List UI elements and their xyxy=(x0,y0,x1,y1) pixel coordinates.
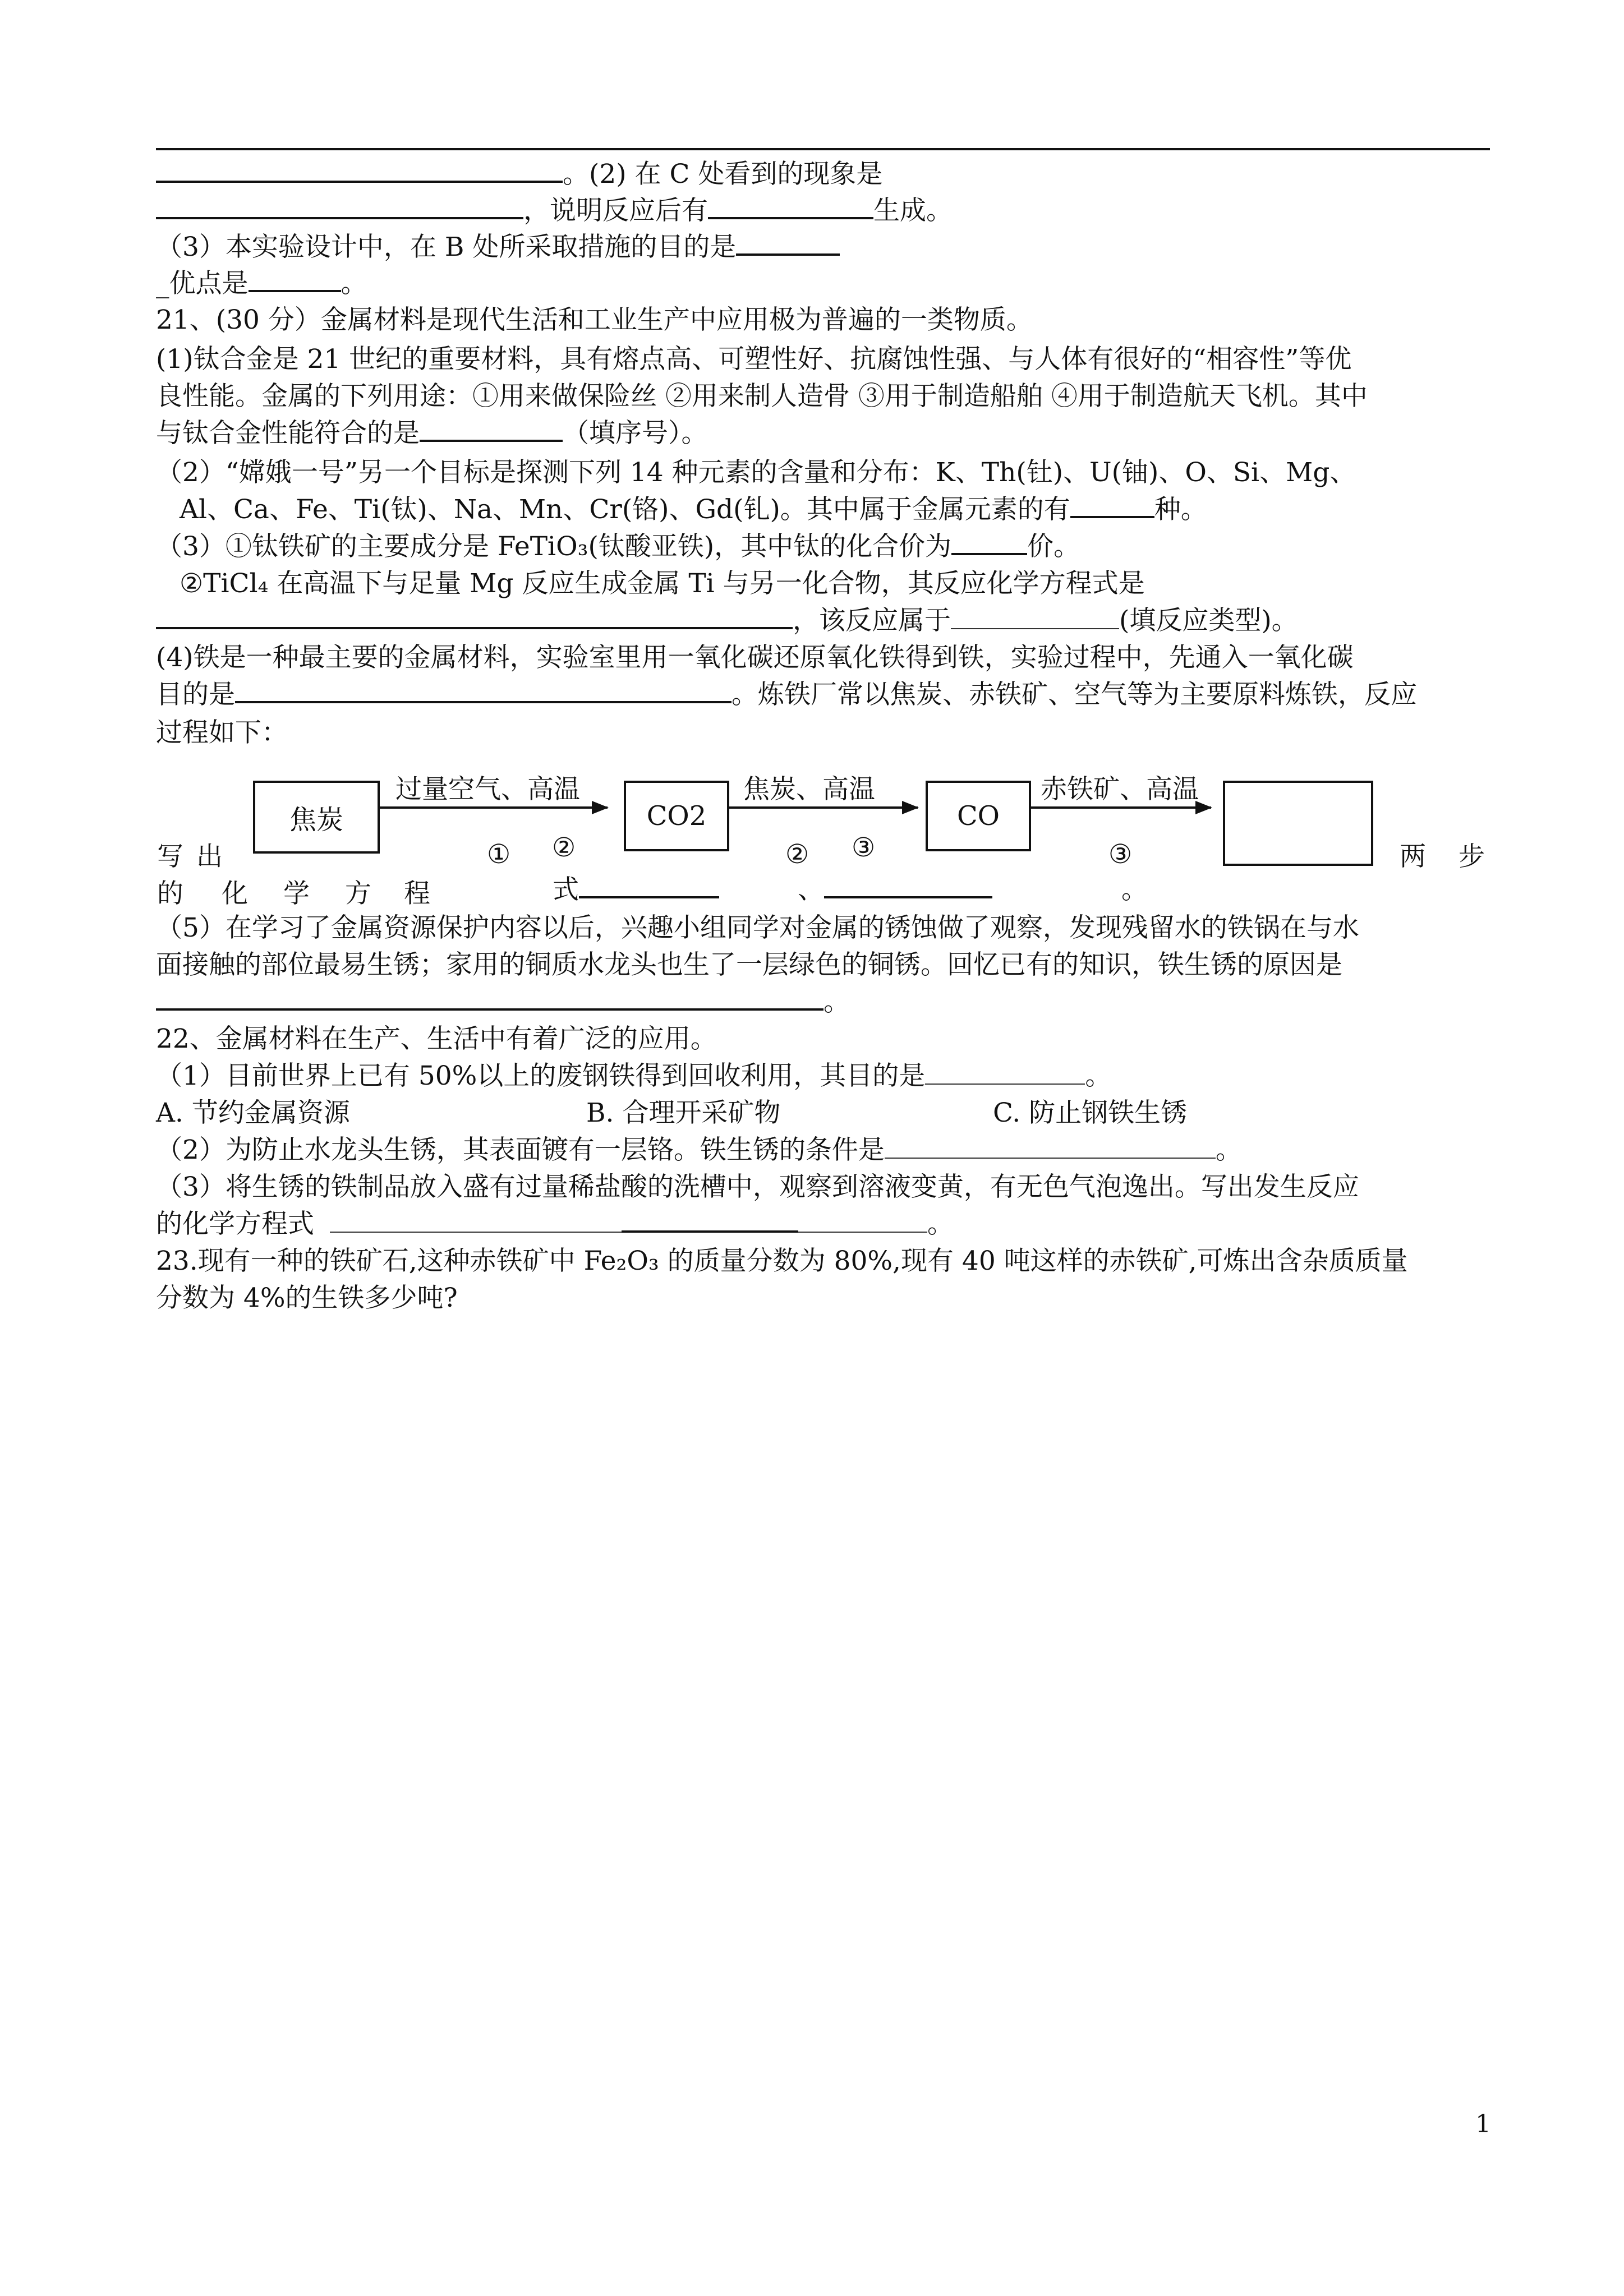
q21-4-line-a: (4)铁是一种最主要的金属材料，实验室里用一氧化碳还原氧化铁得到铁，实验过程中，先通入一氧化碳 xyxy=(156,642,1354,673)
mark-3: ② xyxy=(785,839,809,870)
eq-char-3: 学 xyxy=(283,878,310,909)
blank[interactable] xyxy=(885,1135,1216,1159)
arrow-3-label: 赤铁矿、高温 xyxy=(1041,774,1199,805)
text: （1）目前世界上已有 50%以上的废钢铁得到回收利用，其目的是 xyxy=(156,1061,926,1091)
eq-char-4: 方 xyxy=(345,878,371,909)
blank[interactable] xyxy=(798,1209,927,1233)
text: 目的是 xyxy=(156,679,235,710)
blank[interactable] xyxy=(708,195,873,219)
blank[interactable] xyxy=(1070,494,1154,518)
text: 、 xyxy=(798,874,824,905)
text: 生成。 xyxy=(873,195,953,226)
box-co2: CO2 xyxy=(624,781,729,851)
q22-3-line-b xyxy=(156,1207,954,1242)
q21-5-line-a: （5）在学习了金属资源保护内容以后，兴趣小组同学对金属的锈蚀做了观察，发现残留水的铁锅在与水 xyxy=(156,912,1359,943)
line-1 xyxy=(156,157,882,192)
text: 式 xyxy=(553,874,579,905)
text: 。 xyxy=(1215,1135,1242,1165)
eq-line xyxy=(553,873,1148,907)
text: （3）①钛铁矿的主要成分是 FeTiO₃(钛酸亚铁)，其中钛的化合价为 xyxy=(156,531,952,562)
text: 。炼铁厂常以焦炭、赤铁矿、空气等为主要原料炼铁，反应 xyxy=(732,679,1417,710)
line-4 xyxy=(156,266,367,301)
blank[interactable] xyxy=(235,679,732,703)
q22-option-a: A. 节约金属资源 xyxy=(156,1098,350,1128)
q21-1-line-a: (1)钛合金是 21 世纪的重要材料，具有熔点高、可塑性好、抗腐蚀性强、与人体有很好的“相容性”等优 xyxy=(156,344,1352,375)
q22-1 xyxy=(156,1059,1111,1094)
mark-4: ③ xyxy=(852,832,876,863)
mark-5: ③ xyxy=(1108,839,1133,870)
arrow-1 xyxy=(378,806,608,809)
two-char-1: 两 xyxy=(1400,841,1426,872)
q21-4-line-b xyxy=(156,677,1417,712)
blank[interactable] xyxy=(156,605,793,629)
write-char-2: 出 xyxy=(196,841,223,872)
box-co: CO xyxy=(926,781,1031,851)
text: ，该反应属于 xyxy=(793,605,951,636)
blank[interactable] xyxy=(420,417,563,442)
blank[interactable] xyxy=(579,874,719,898)
write-char-1: 写 xyxy=(157,841,183,872)
blank[interactable] xyxy=(622,1208,798,1233)
q21-4-line-c: 过程如下： xyxy=(156,717,288,748)
blank[interactable] xyxy=(925,1061,1085,1085)
text: _优点是 xyxy=(156,268,249,299)
text: （2）为防止水龙头生锈，其表面镀有一层铬。铁生锈的条件是 xyxy=(156,1135,885,1165)
blank[interactable] xyxy=(156,195,523,219)
q21-title: 21、(30 分）金属材料是现代生活和工业生产中应用极为普遍的一类物质。 xyxy=(156,305,1033,335)
box-coke: 焦炭 xyxy=(253,781,380,854)
text: 。 xyxy=(823,986,850,1017)
text: (填反应类型)。 xyxy=(1119,605,1298,636)
box-product xyxy=(1223,781,1373,866)
blank[interactable] xyxy=(951,606,1119,629)
q22-option-b: B. 合理开采矿物 xyxy=(586,1098,781,1128)
text: 与钛合金性能符合的是 xyxy=(156,418,420,449)
blank[interactable] xyxy=(736,231,840,256)
blank[interactable] xyxy=(951,531,1027,555)
arrow-2 xyxy=(727,806,918,809)
eq-char-1: 的 xyxy=(157,878,183,909)
eq-char-5: 程 xyxy=(404,878,430,909)
text: （3）本实验设计中，在 B 处所采取措施的目的是 xyxy=(156,232,737,262)
q23-line-a: 23.现有一种的铁矿石,这种赤铁矿中 Fe₂O₃ 的质量分数为 80%,现有 40 吨这样的赤铁矿,可炼出含杂质质量 xyxy=(156,1246,1408,1276)
text: Al、Ca、Fe、Ti(钛)、Na、Mn、Cr(铬)、Gd(钆)。其中属于金属元素的有 xyxy=(180,494,1070,525)
line-3 xyxy=(156,230,840,265)
arrow-3 xyxy=(1029,806,1211,809)
q21-2-line-b xyxy=(180,492,1207,527)
text: 的化学方程式 xyxy=(156,1209,314,1239)
blank[interactable] xyxy=(330,1209,622,1233)
text: 种。 xyxy=(1154,494,1207,525)
two-char-2: 步 xyxy=(1459,841,1485,872)
text: 。 xyxy=(341,268,367,299)
blank[interactable] xyxy=(249,268,341,292)
q21-2-line-a: （2）“嫦娥一号”另一个目标是探测下列 14 种元素的含量和分布：K、Th(钍)、U(铀)、O、Si、Mg、 xyxy=(156,457,1356,488)
text: ，说明反应后有 xyxy=(523,195,708,226)
arrow-1-label: 过量空气、高温 xyxy=(395,774,580,805)
q21-1-line-b: 良性能。金属的下列用途：①用来做保险丝 ②用来制人造骨 ③用于制造船舶 ④用于制造航天飞机。其中 xyxy=(156,381,1368,412)
q22-option-c: C. 防止钢铁生锈 xyxy=(993,1098,1188,1128)
q22-3-line-a: （3）将生锈的铁制品放入盛有过量稀盐酸的洗槽中，观察到溶液变黄，有无色气泡逸出。写出发生反应 xyxy=(156,1172,1359,1202)
text: （填序号）。 xyxy=(563,418,708,449)
q22-title: 22、金属材料在生产、生活中有着广泛的应用。 xyxy=(156,1023,717,1054)
blank[interactable] xyxy=(824,874,992,898)
q21-3-line-a xyxy=(156,529,1080,564)
text: 。 xyxy=(1121,874,1148,905)
header-rule xyxy=(156,148,1490,150)
mark-2: ② xyxy=(552,832,576,863)
q21-5-line-c xyxy=(156,985,850,1020)
q23-line-b: 分数为 4%的生铁多少吨? xyxy=(156,1283,458,1313)
q21-1-line-c xyxy=(156,416,708,451)
text: 。 xyxy=(927,1209,954,1239)
page-number: 1 xyxy=(1475,2110,1491,2138)
text: 。 xyxy=(1085,1061,1112,1091)
q21-3-line-b: ②TiCl₄ 在高温下与足量 Mg 反应生成金属 Ti 与另一化合物，其反应化学方程式是 xyxy=(180,568,1145,599)
line-2 xyxy=(156,193,953,228)
blank[interactable] xyxy=(156,158,563,183)
text: 。(2) 在 C 处看到的现象是 xyxy=(563,159,883,190)
eq-char-2: 化 xyxy=(222,878,248,909)
blank[interactable] xyxy=(156,986,823,1011)
arrow-2-label: 焦炭、高温 xyxy=(743,774,875,805)
q21-3-line-c xyxy=(156,603,1298,638)
mark-1: ① xyxy=(487,839,511,870)
q22-2 xyxy=(156,1133,1242,1168)
q21-5-line-b: 面接触的部位最易生锈；家用的铜质水龙头也生了一层绿色的铜锈。回忆已有的知识，铁生锈的原因是 xyxy=(156,949,1342,980)
text: 价。 xyxy=(1027,531,1080,562)
